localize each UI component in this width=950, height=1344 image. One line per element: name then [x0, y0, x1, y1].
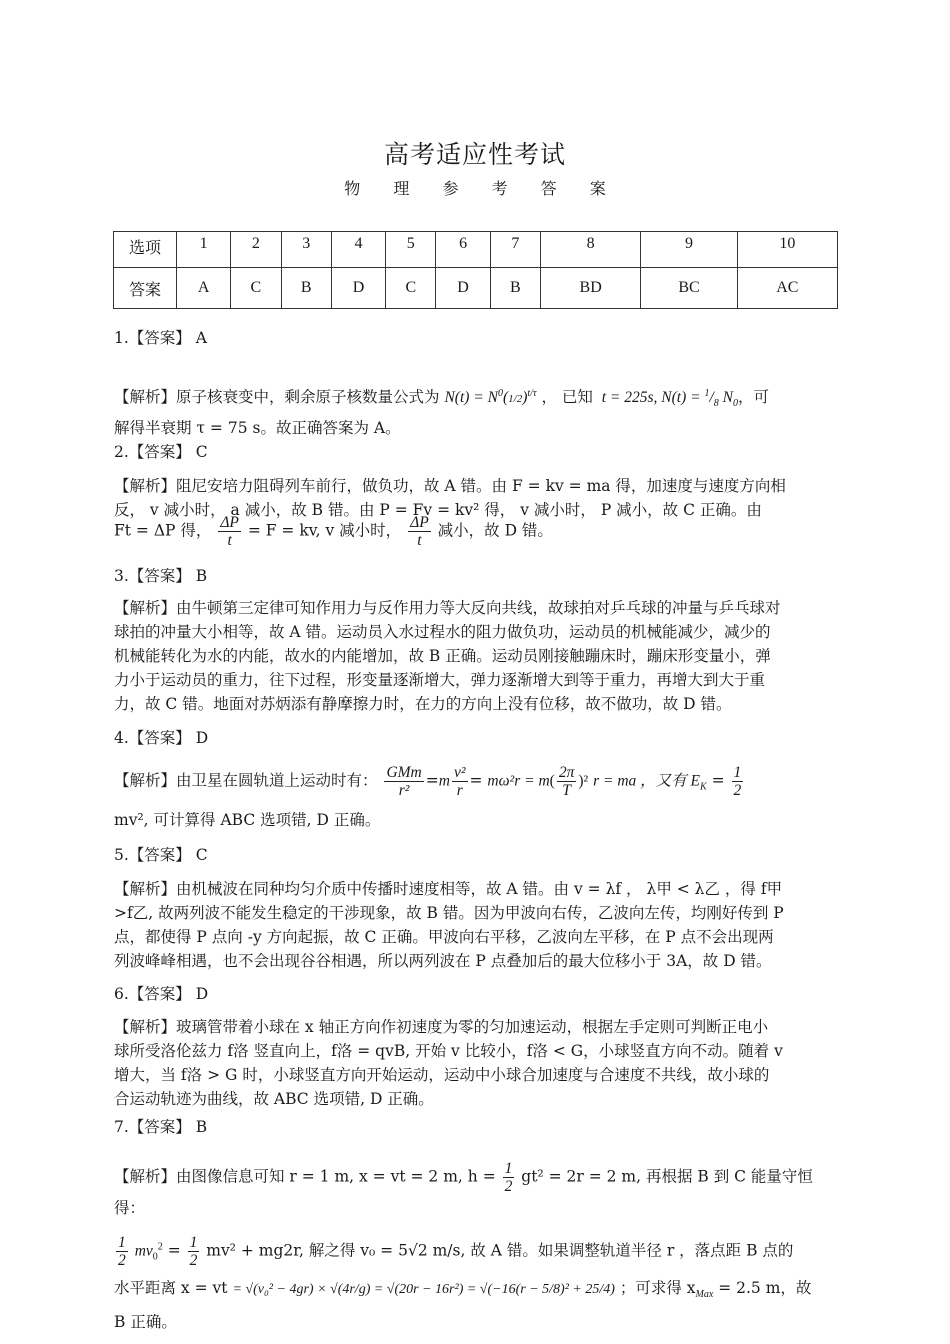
- q7-fraction-half: $\frac{1}{2}$: [504, 1160, 513, 1195]
- q6-line-1: 【解析】玻璃管带着小球在 x 轴正方向作初速度为零的匀加速运动，根据左手定则可判断正电小: [114, 1018, 769, 1036]
- q1-line-1: [114, 388, 769, 410]
- table-cell: 4: [331, 232, 385, 268]
- q6-line-2: 球所受洛伦兹力 f洛 竖直向上，f洛 = qvB, 开始 v 比较小，f洛 < G，小球竖直方向不动。随着 v: [114, 1042, 783, 1060]
- q1-explanation: [114, 382, 836, 440]
- q7-text-a: 【解析】由图像信息可知 r = 1 m, x = vt = 2 m, h: [114, 1167, 478, 1186]
- table-cell: A: [177, 268, 231, 309]
- q7-text-a4: 水平距离 x = vt: [114, 1279, 228, 1297]
- q3-line-3: 机械能转化为水的内能，故水的内能增加，故 B 正确。运动员刚接触蹦床时，蹦床形变量小，弹: [114, 647, 771, 665]
- q6-line-3: 增大，当 f洛 > G 时，小球竖直方向开始运动，运动中小球合加速度与合速度不共线，故小球的: [114, 1066, 770, 1084]
- q7-fraction-half-2: $\frac{1}{2}$: [118, 1234, 126, 1269]
- q7-fraction-half-3: $\frac{1}{2}$: [189, 1234, 198, 1269]
- q2-fraction-dp-t-2: $\frac{\Delta P}{t}$: [410, 514, 429, 549]
- q4-line-2: mv², 可计算得 ABC 选项错, D 正确。: [114, 811, 381, 829]
- q7-formula-sqrt: = √(v₀² − 4gr) × √(4r/g) = √(20r − 16r²) = √(−16(r − 5/8)² + 25/4): [232, 1282, 615, 1297]
- table-cell: B: [281, 268, 331, 309]
- table-cell: 2: [231, 232, 281, 268]
- q7-text-b4: ；可求得 x: [619, 1279, 696, 1297]
- q1-formula-given: t = 225s, $N(t) = ^1/_8$ $N_0$: [597, 388, 738, 410]
- table-cell: D: [331, 268, 385, 309]
- table-cell: BC: [641, 268, 737, 309]
- q3-line-2: 球拍的冲量大小相等，故 A 错。运动员入水过程水的阻力做负功，运动员的机械能减少，减少的: [114, 623, 771, 641]
- table-cell: 9: [641, 232, 737, 268]
- q1-text-c: ，可: [737, 388, 769, 407]
- q7-line-3: $\frac{1}{2}$ $mv_0^2$ = $\frac{1}{2}$ mv² + mg2r, 解之得 v₀ = 5√2 m/s, 故 A 错。如果调整轨道半径 r ，落点距 B 点的: [118, 1234, 794, 1269]
- q5-line-3: 点，都使得 P 点向 -y 方向起振，故 C 正确。甲波向右平移，乙波向左平移，在 P 点不会出现两: [114, 928, 774, 946]
- q2-text-b: F = kv, v 减小时，: [265, 521, 402, 540]
- q2-line-3: Ft = ΔP 得， $\frac{\Delta P}{t}$ = F = kv, v 减小时， $\frac{\Delta P}{t}$ 减小，故 D 错。: [114, 514, 553, 549]
- q2-text-c: 减小，故 D 错。: [437, 521, 553, 540]
- q3-line-1: 【解析】由牛顿第三定律可知作用力与反作用力等大反向共线，故球拍对乒乓球的冲量与乒乓球对: [114, 599, 781, 617]
- q2-line-2: 反， v 减小时， a 减小，故 B 错。由 P = Fv = kv² 得， v 减小时， P 减小，故 C 正确。由: [114, 501, 762, 519]
- q4-answer-heading: 4.【答案】 D: [114, 729, 209, 747]
- q4-line-1: 【解析】由卫星在圆轨道上运动时有： $\frac{\text{GMm}}{\text{r²}}$ =m $\frac{\text{v²}}{r}$ = mω²r = m( $\frac{2\pi}{T}$ )² r = ma ，又有 $E_K$ = $\frac{1}{2}$: [114, 764, 742, 799]
- table-cell: 7: [490, 232, 540, 268]
- q7-text-c4: = 2.5 m，故: [713, 1279, 812, 1297]
- table-cell: 6: [436, 232, 490, 268]
- q5-answer-heading: 5.【答案】 C: [114, 846, 208, 864]
- q7-text-b3: mv² + mg2r, 解之得 v₀ = 5√2 m/s, 故 A 错。如果调整轨道半径 r ，落点距 B 点的: [206, 1241, 794, 1260]
- table-cell: D: [436, 268, 490, 309]
- q4-fraction-half: $\frac{1}{2}$: [733, 764, 742, 799]
- q1-text-b: ， 已知: [541, 388, 593, 407]
- q5-line-2: >f乙, 故两列波不能发生稳定的干涉现象，故 B 错。因为甲波向右传，乙波向左传，均刚好传到 P: [114, 904, 784, 922]
- q3-explanation: [114, 596, 836, 716]
- q1-answer-heading: 1.【答案】 A: [114, 329, 207, 347]
- table-row-numbers: [114, 232, 838, 268]
- q7-text-b: gt² = 2r = 2 m, 再根据 B 到 C 能量守恒: [521, 1167, 813, 1186]
- q2-answer-heading: 2.【答案】 C: [114, 443, 208, 461]
- table-cell: 8: [541, 232, 641, 268]
- q7-line-2: 得：: [114, 1199, 146, 1217]
- table-cell-label: 答案: [114, 268, 177, 309]
- q2-fraction-dp-t: $\frac{\Delta P}{t}$: [220, 514, 239, 549]
- q6-answer-heading: 6.【答案】 D: [114, 985, 209, 1003]
- table-cell: AC: [737, 268, 837, 309]
- q6-line-4: 合运动轨迹为曲线，故 ABC 选项错, D 正确。: [114, 1090, 434, 1108]
- q5-line-4: 列波峰峰相遇，也不会出现谷谷相遇，所以两列波在 P 点叠加后的最大位移小于 3A，故 D 错。: [114, 952, 772, 970]
- q2-text-a: Ft = ΔP 得，: [114, 521, 212, 540]
- table-cell: 1: [177, 232, 231, 268]
- table-cell: C: [231, 268, 281, 309]
- q6-explanation: [114, 1015, 836, 1111]
- q3-line-5: 力，故 C 错。地面对苏炳添有静摩擦力时，在力的方向上没有位移，故不做功，故 D 错。: [114, 695, 732, 713]
- q1-formula-decay: $N(t) = N^0(1/2)^{t/\tau}$: [444, 388, 537, 407]
- page-title: 高考适应性考试: [383, 140, 566, 169]
- table-cell: C: [386, 268, 436, 309]
- q7-line-1: 【解析】由图像信息可知 r = 1 m, x = vt = 2 m, h = $\frac{1}{2}$ gt² = 2r = 2 m, 再根据 B 到 C 能量守恒: [114, 1160, 813, 1195]
- q5-explanation: [114, 877, 836, 973]
- table-cell: 10: [737, 232, 837, 268]
- table-cell-label: 选项: [114, 232, 177, 268]
- q1-text-a: 【解析】原子核衰变中，剩余原子核数量公式为: [114, 388, 440, 407]
- q4-fraction-2pi-t: $\frac{2\pi}{T}$: [558, 764, 575, 799]
- q4-fraction-v2r: $\frac{\text{v²}}{r}$: [453, 764, 466, 799]
- q4-text-a: 【解析】由卫星在圆轨道上运动时有：: [114, 771, 378, 790]
- q3-line-4: 力小于运动员的重力，往下过程，形变量逐渐增大，弹力逐渐增大到等于重力，再增大到大于重: [114, 671, 766, 689]
- table-row-answers: [114, 268, 838, 309]
- q7-line-5: B 正确。: [114, 1313, 177, 1331]
- q1-line-2: 解得半衰期 τ = 75 s。故正确答案为 A。: [114, 419, 401, 438]
- table-cell: 3: [281, 232, 331, 268]
- q5-line-1: 【解析】由机械波在同种均匀介质中传播时速度相等，故 A 错。由 v = λf ， λ甲 < λ乙 ，得 f甲: [114, 880, 783, 898]
- q7-text-a3: mv: [134, 1242, 153, 1260]
- q7-line-4: 水平距离 x = vt = √(v₀² − 4gr) × √(4r/g) = √(20r − 16r²) = √(−16(r − 5/8)² + 25/4) ；可求得 $x_{Max} = 2.5$ m，故: [114, 1279, 812, 1301]
- q3-answer-heading: 3.【答案】 B: [114, 567, 208, 585]
- q4-fraction-gmm: $\frac{\text{GMm}}{\text{r²}}$: [386, 764, 422, 799]
- table-cell: B: [490, 268, 540, 309]
- q7-answer-heading: 7.【答案】 B: [114, 1118, 208, 1136]
- table-cell: BD: [541, 268, 641, 309]
- q2-line-1: 【解析】阻尼安培力阻碍列车前行，做负功，故 A 错。由 F = kv = ma 得，加速度与速度方向相: [114, 477, 786, 495]
- q4-text-c: r = ma ，又有 E: [593, 772, 700, 790]
- page-subtitle: 物 理 参 考 答 案: [344, 179, 620, 198]
- answer-table: [113, 231, 838, 309]
- q4-text-b: mω²r = m: [487, 772, 550, 790]
- table-cell: 5: [386, 232, 436, 268]
